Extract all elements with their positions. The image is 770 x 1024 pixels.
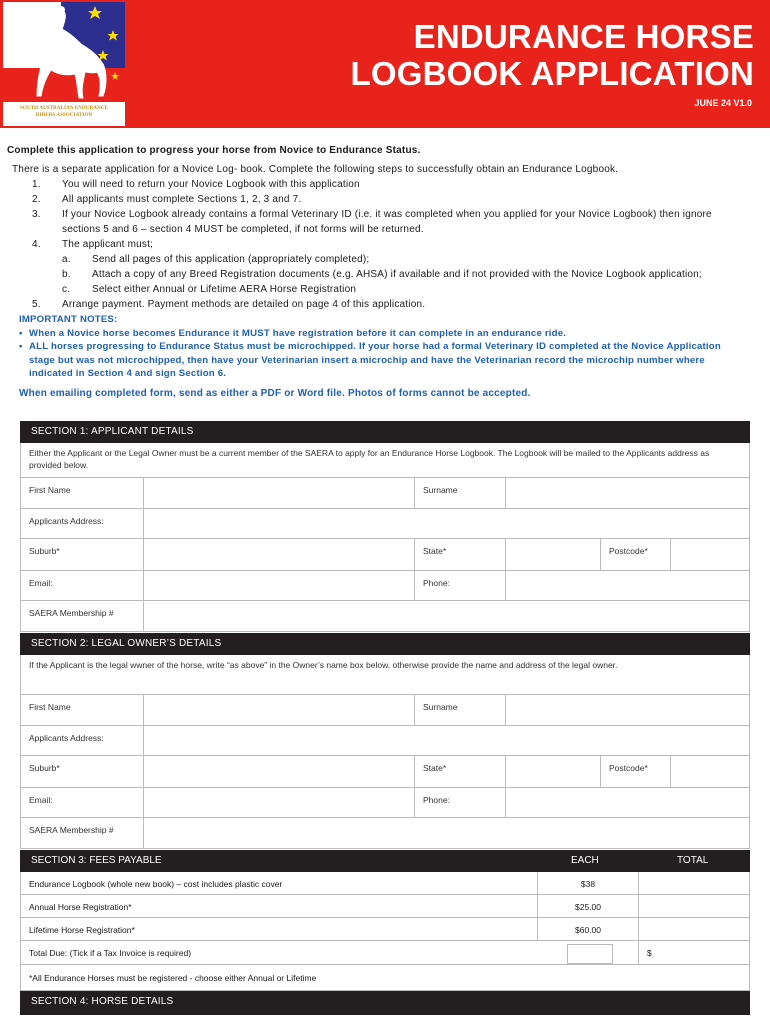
suburb-label: Suburb* <box>20 539 143 570</box>
owner-address-label: Applicants Address: <box>20 726 143 755</box>
fee-row <box>20 872 750 895</box>
section-2-grid <box>20 694 750 849</box>
owner-suburb-label: Suburb* <box>20 756 143 787</box>
step-number: 4. <box>32 239 41 250</box>
owner-email-field[interactable] <box>143 788 414 817</box>
address-field[interactable] <box>143 509 750 538</box>
fee-each: $60.00 <box>537 918 638 940</box>
step-number: 1. <box>32 179 41 190</box>
email-label: Email: <box>20 571 143 600</box>
note-text: When a Novice horse becomes Endurance it MUST have registration before it can complete in an endurance ride. <box>29 327 567 339</box>
logo-emblem-icon <box>3 2 125 126</box>
fees-title: SECTION 3: FEES PAYABLE <box>31 855 162 866</box>
owner-postcode-label: Postcode* <box>600 756 670 787</box>
address-label: Applicants Address: <box>20 509 143 538</box>
step-number: 3. <box>32 209 41 220</box>
section-3-header <box>20 850 750 872</box>
substep-letter: a. <box>62 254 71 265</box>
substep-text: Send all pages of this application (appropriately completed); <box>92 254 370 265</box>
step-item <box>7 177 767 192</box>
step-item <box>7 237 767 252</box>
svg-text:SOUTH AUSTRALIAN ENDURANCE: SOUTH AUSTRALIAN ENDURANCE <box>20 105 108 111</box>
first-name-label: First Name <box>20 478 143 508</box>
owner-surname-label: Surname <box>414 695 505 725</box>
first-name-field[interactable] <box>143 478 414 508</box>
tax-invoice-cell <box>537 941 638 964</box>
state-field[interactable] <box>505 539 600 570</box>
owner-membership-row <box>20 818 750 849</box>
owner-membership-label: SAERA Membership # <box>20 818 143 848</box>
svg-text:RIDERS ASSOCIATION: RIDERS ASSOCIATION <box>35 112 93 118</box>
intro-block <box>7 143 767 401</box>
suburb-row <box>20 539 750 571</box>
fee-each: $38 <box>537 872 638 894</box>
step-item <box>7 192 767 207</box>
fee-total-field[interactable] <box>638 872 750 894</box>
total-due-field[interactable] <box>638 941 750 964</box>
owner-suburb-field[interactable] <box>143 756 414 787</box>
note-item <box>19 327 767 341</box>
owner-contact-row <box>20 788 750 818</box>
total-due-label: Total Due: (Tick if a Tax Invoice is required) <box>20 941 537 964</box>
bullet-icon: • <box>19 327 23 339</box>
owner-phone-label: Phone: <box>414 788 505 817</box>
total-due-row <box>20 941 750 965</box>
fee-label: Endurance Logbook (whole new book) – cost includes plastic cover <box>20 872 537 894</box>
substep-letter: c. <box>62 284 71 295</box>
total-column-header: TOTAL <box>677 855 709 866</box>
owner-suburb-row <box>20 756 750 788</box>
step-text: If your Novice Logbook already contains a formal Veterinary ID (i.e. it was completed when you applied for your Novice Logbook) then ignore sections 5 and 6 – section 4 MUST be completed, if not forms will be returned. <box>62 209 712 235</box>
email-field[interactable] <box>143 571 414 600</box>
suburb-field[interactable] <box>143 539 414 570</box>
dollar-sign: $ <box>647 948 652 958</box>
fees-footnote: *All Endurance Horses must be registered - choose either Annual or Lifetime <box>20 965 750 991</box>
step-text: The applicant must; <box>62 239 154 250</box>
version-label: JUNE 24 V1.0 <box>694 98 752 108</box>
surname-field[interactable] <box>505 478 750 508</box>
fee-label: Annual Horse Registration* <box>20 895 537 917</box>
section-1-intro: Either the Applicant or the Legal Owner must be a current member of the SAERA to apply for an Endurance Horse Logbook. The Logbook will be mailed to the Applicants address as provided below. <box>20 443 750 477</box>
postcode-label: Postcode* <box>600 539 670 570</box>
steps-list-cont <box>7 297 767 312</box>
important-notes <box>7 313 767 381</box>
step-number: 2. <box>32 194 41 205</box>
owner-surname-field[interactable] <box>505 695 750 725</box>
phone-label: Phone: <box>414 571 505 600</box>
owner-first-name-field[interactable] <box>143 695 414 725</box>
contact-row <box>20 571 750 601</box>
phone-field[interactable] <box>505 571 750 600</box>
substep-text: Select either Annual or Lifetime AERA Horse Registration <box>92 284 357 295</box>
step-text: Arrange payment. Payment methods are detailed on page 4 of this application. <box>62 299 426 310</box>
note-text: ALL horses progressing to Endurance Status must be microchipped. If your horse had a formal Veterinary ID completed at the Novice Application stage but was not microchipped, then have your Veterinarian insert a microchip and have the Veterinarian record the microchip number where indicated in Section 4 and sign Section 6. <box>29 341 721 379</box>
section-2-intro: If the Applicant is the legal wwner of the horse, write “as above” in the Owner’s name box below, otherwise provide the name and address of the legal owner. <box>20 655 750 694</box>
email-note: When emailing completed form, send as either a PDF or Word file. Photos of forms cannot be accepted. <box>19 387 531 399</box>
header-banner <box>0 0 770 128</box>
owner-state-label: State* <box>414 756 505 787</box>
state-label: State* <box>414 539 505 570</box>
owner-name-row <box>20 695 750 726</box>
step-text: All applicants must complete Sections 1, 2, 3 and 7. <box>62 194 302 205</box>
address-row <box>20 509 750 539</box>
substep-item <box>7 267 767 282</box>
fee-row <box>20 918 750 941</box>
substep-text: Attach a copy of any Breed Registration documents (e.g. AHSA) if available and if not provided with the Novice Logbook application; <box>92 269 702 280</box>
owner-address-row <box>20 726 750 756</box>
step-number: 5. <box>32 299 41 310</box>
steps-list <box>7 177 767 252</box>
title-line-2: LOGBOOK APPLICATION <box>350 55 754 92</box>
section-1-grid <box>20 477 750 632</box>
owner-membership-field[interactable] <box>143 818 750 848</box>
membership-label: SAERA Membership # <box>20 601 143 631</box>
notes-heading: IMPORTANT NOTES: <box>19 314 118 325</box>
owner-state-field[interactable] <box>505 756 600 787</box>
step-item <box>7 297 767 312</box>
substeps-list <box>7 252 767 297</box>
step-text: You will need to return your Novice Logbook with this application <box>62 179 360 190</box>
substep-letter: b. <box>62 269 71 280</box>
bullet-icon: • <box>19 341 23 352</box>
name-row <box>20 478 750 509</box>
substep-item <box>7 252 767 267</box>
section-4-header: SECTION 4: HORSE DETAILS <box>20 991 750 1015</box>
page-title <box>351 18 754 92</box>
section-1-header: SECTION 1: APPLICANT DETAILS <box>20 421 750 443</box>
owner-email-label: Email: <box>20 788 143 817</box>
owner-postcode-field[interactable] <box>670 756 750 787</box>
intro-lead: Complete this application to progress your horse from Novice to Endurance Status. <box>7 145 421 156</box>
substep-item <box>7 282 767 297</box>
surname-label: Surname <box>414 478 505 508</box>
fee-total-field[interactable] <box>638 918 750 940</box>
section-2-header: SECTION 2: LEGAL OWNER’S DETAILS <box>20 633 750 655</box>
fees-table <box>20 872 750 991</box>
postcode-field[interactable] <box>670 539 750 570</box>
fee-each: $25.00 <box>537 895 638 917</box>
fee-label: Lifetime Horse Registration* <box>20 918 537 940</box>
each-column-header: EACH <box>571 855 599 866</box>
intro-paragraph: There is a separate application for a Novice Log- book. Complete the following steps to successfully obtain an Endurance Logbook. <box>12 164 619 175</box>
fee-row <box>20 895 750 918</box>
membership-field[interactable] <box>143 601 750 631</box>
step-item <box>7 207 767 237</box>
saera-logo <box>3 2 125 126</box>
fee-total-field[interactable] <box>638 895 750 917</box>
owner-phone-field[interactable] <box>505 788 750 817</box>
membership-row <box>20 601 750 632</box>
tax-invoice-checkbox[interactable] <box>567 944 613 964</box>
owner-address-field[interactable] <box>143 726 750 755</box>
title-line-1: ENDURANCE HORSE <box>413 18 754 55</box>
note-item <box>19 340 767 381</box>
owner-first-name-label: First Name <box>20 695 143 725</box>
